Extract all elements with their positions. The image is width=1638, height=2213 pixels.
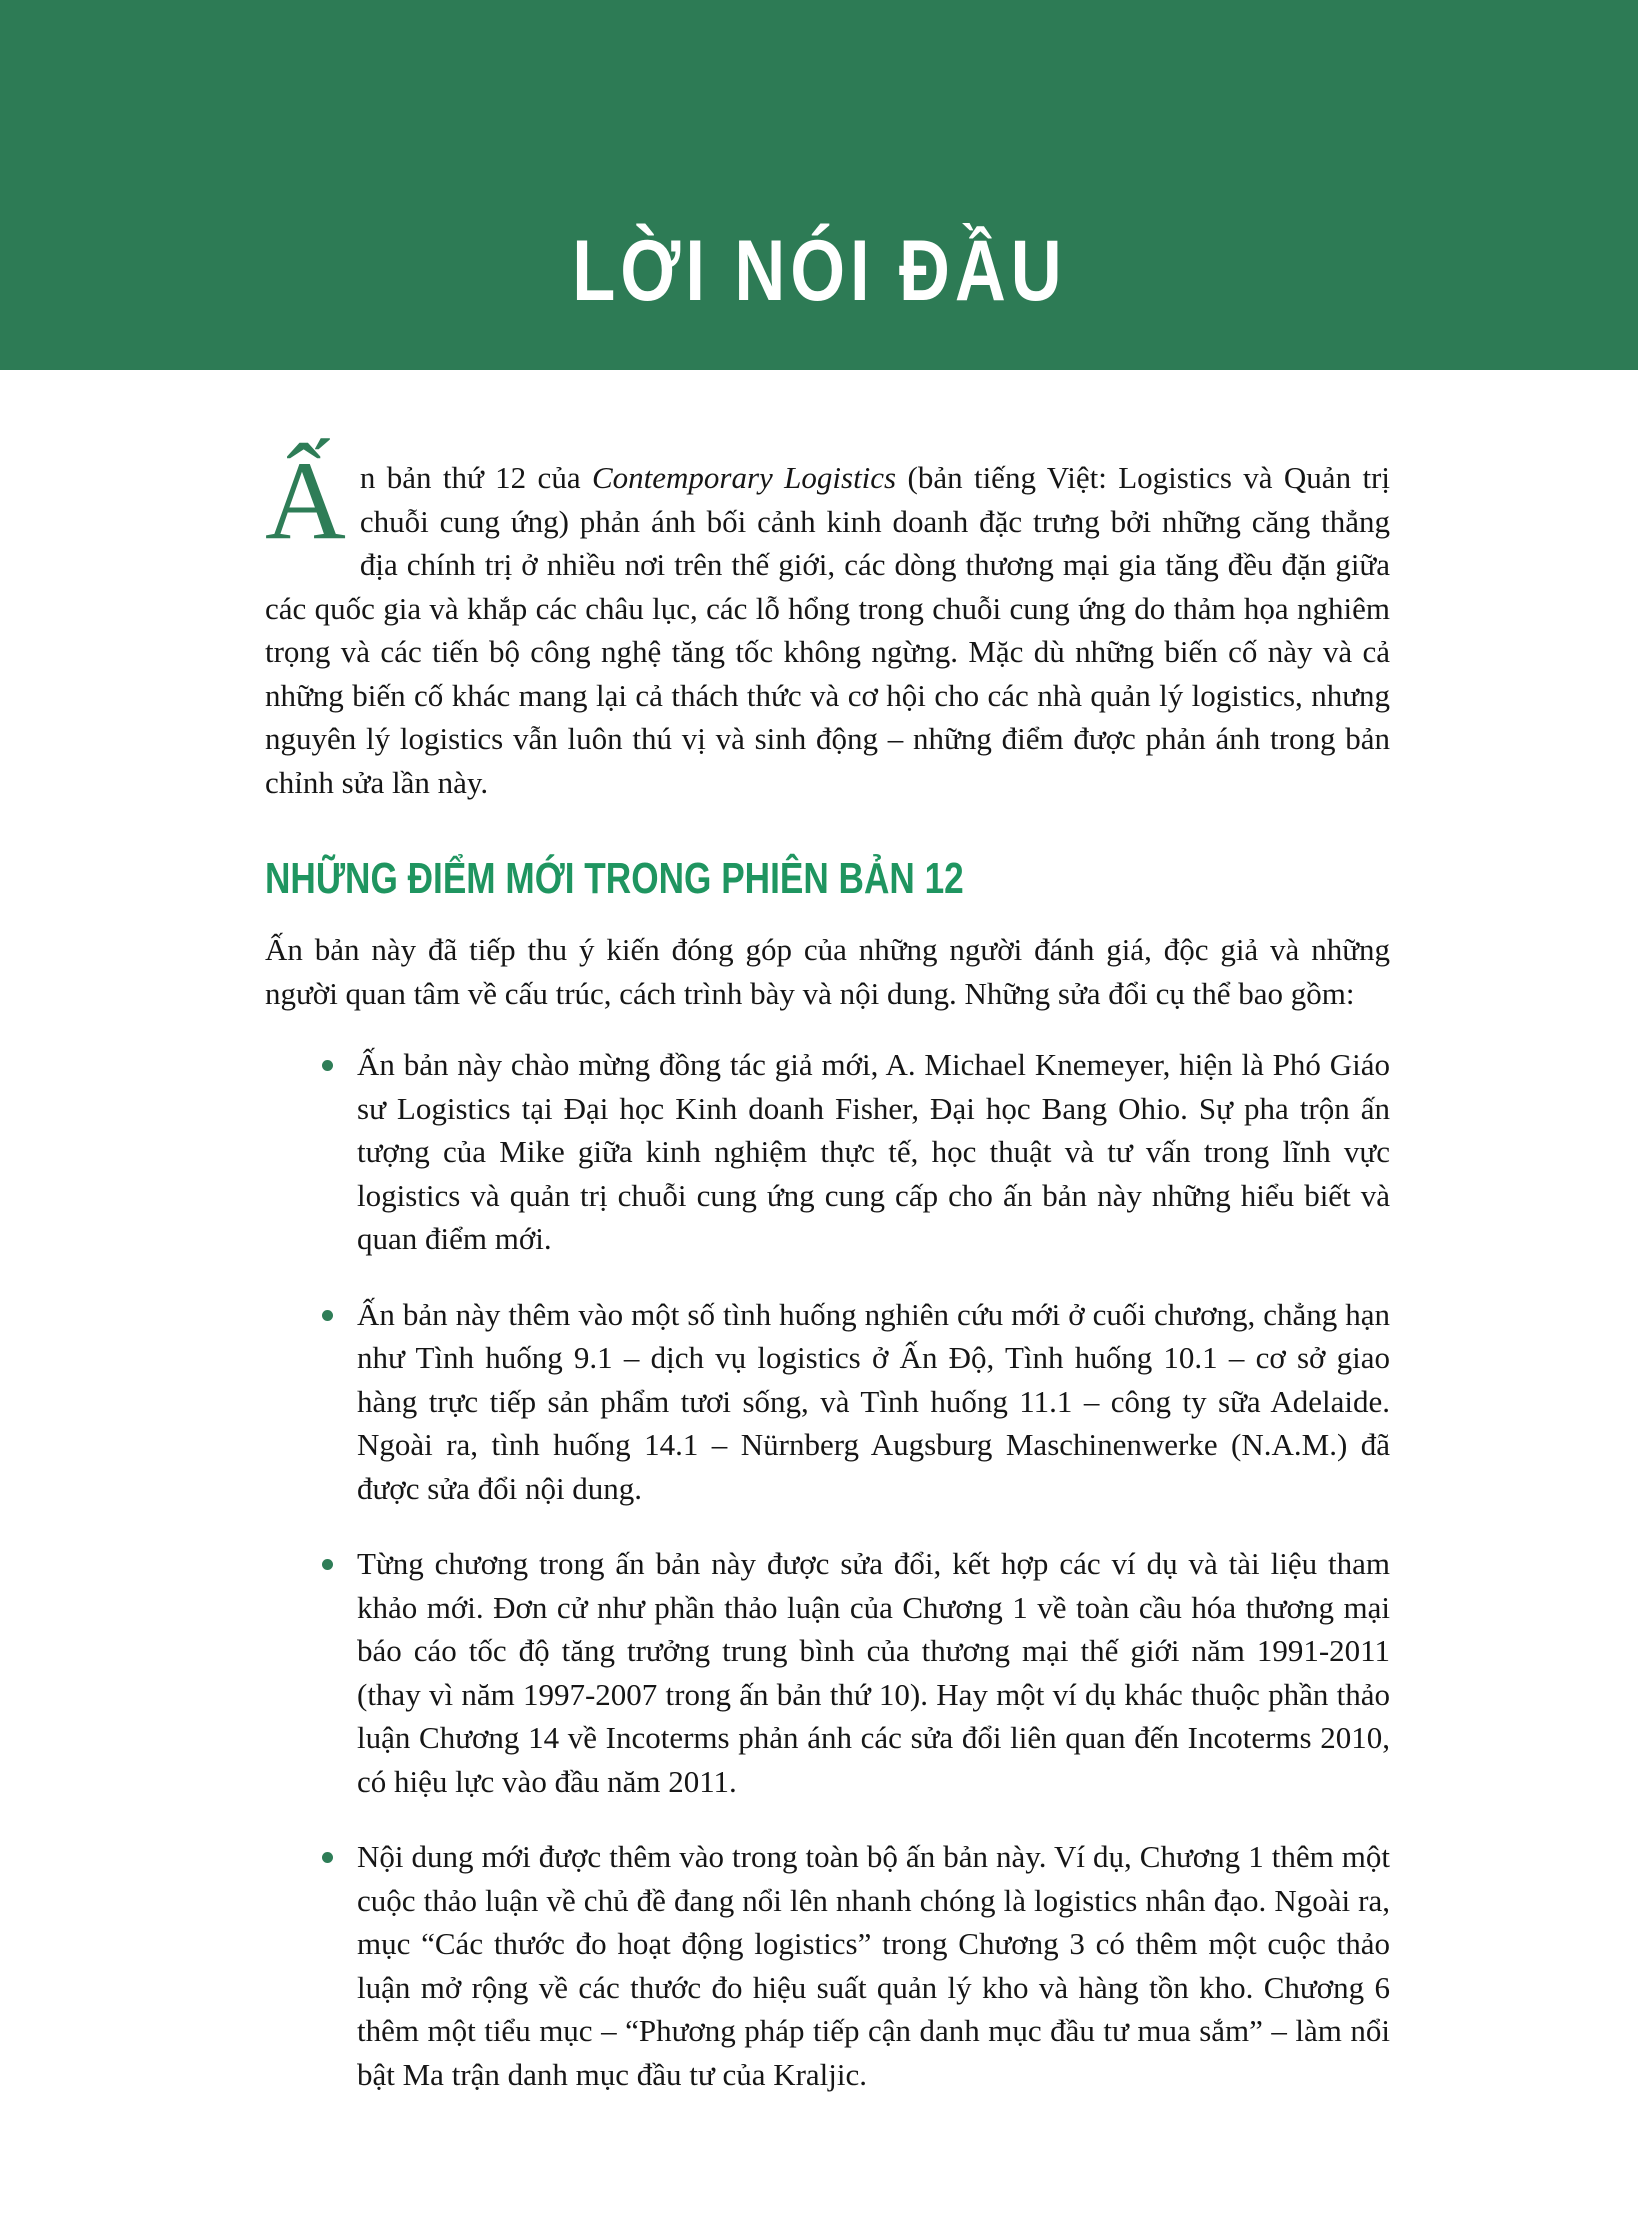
bullet-item bbox=[265, 1293, 1390, 1511]
intro-paragraph: Ấn bản này đã tiếp thu ý kiến đóng góp của những người đánh giá, độc giả và những người quan tâm về cấu trúc, cách trình bày và nội dung. Những sửa đổi cụ thể bao gồm: bbox=[265, 932, 1390, 1011]
bullet-item bbox=[265, 1835, 1390, 2096]
bullet-list bbox=[265, 1043, 1390, 2096]
bullet-text: Từng chương trong ấn bản này được sửa đổi, kết hợp các ví dụ và tài liệu tham khảo mới. Đơn cử như phần thảo luận của Chương 1 về toàn cầu hóa thương mại báo cáo tốc độ tăng trưởng trung bình của thương mại thế giới năm 1991-2011 (thay vì năm 1997-2007 trong ấn bản thứ 10). Hay một ví dụ khác thuộc phần thảo luận Chương 14 về Incoterms phản ánh các sửa đổi liên quan đến Incoterms 2010, có hiệu lực vào đầu năm 2011. bbox=[357, 1546, 1390, 1799]
bullet-dot-icon bbox=[322, 1060, 333, 1071]
book-title-italic: Contemporary Logistics bbox=[591, 460, 897, 495]
page-content bbox=[265, 439, 1390, 2096]
lead-paragraph bbox=[265, 439, 1390, 804]
bullet-dot-icon bbox=[322, 1559, 333, 1570]
bullet-dot-icon bbox=[322, 1310, 333, 1321]
header-band bbox=[0, 0, 1638, 370]
dropcap-letter: Ấ bbox=[265, 439, 346, 563]
bullet-item bbox=[265, 1542, 1390, 1803]
section-heading: NHỮNG ĐIỂM MỚI TRONG PHIÊN BẢN 12 bbox=[265, 854, 964, 903]
bullet-item bbox=[265, 1043, 1390, 1261]
lead-text-after-italic: (bản tiếng Việt: Logistics và Quản trị chuỗi cung ứng) phản ánh bối cảnh kinh doanh đặc trưng bởi những căng thẳng địa chính trị ở nhiều nơi trên thế giới, các dòng thương mại gia tăng đều đặn giữa các quốc gia và khắp các châu lục, các lỗ hổng trong chuỗi cung ứng do thảm họa nghiêm trọng và các tiến bộ công nghệ tăng tốc không ngừng. Mặc dù những biến cố này và cả những biến cố khác mang lại cả thách thức và cơ hội cho các nhà quản lý logistics, nhưng nguyên lý logistics vẫn luôn thú vị và sinh động – những điểm được phản ánh trong bản chỉnh sửa lần này. bbox=[265, 460, 1390, 800]
bullet-text: Ấn bản này chào mừng đồng tác giả mới, A. Michael Knemeyer, hiện là Phó Giáo sư Logistics tại Đại học Kinh doanh Fisher, Đại học Bang Ohio. Sự pha trộn ấn tượng của Mike giữa kinh nghiệm thực tế, học thuật và tư vấn trong lĩnh vực logistics và quản trị chuỗi cung ứng cung cấp cho ấn bản này những hiểu biết và quan điểm mới. bbox=[357, 1047, 1390, 1256]
bullet-dot-icon bbox=[322, 1852, 333, 1863]
bullet-text: Nội dung mới được thêm vào trong toàn bộ ấn bản này. Ví dụ, Chương 1 thêm một cuộc thảo luận về chủ đề đang nổi lên nhanh chóng là logistics nhân đạo. Ngoài ra, mục “Các thước đo hoạt động logistics” trong Chương 3 có thêm một cuộc thảo luận mở rộng về các thước đo hiệu suất quản lý kho và hàng tồn kho. Chương 6 thêm một tiểu mục – “Phương pháp tiếp cận danh mục đầu tư mua sắm” – làm nổi bật Ma trận danh mục đầu tư của Kraljic. bbox=[357, 1839, 1390, 2092]
lead-text-before-italic: n bản thứ 12 của bbox=[359, 460, 592, 495]
page-title: LỜI NÓI ĐẦU bbox=[571, 223, 1067, 319]
bullet-text: Ấn bản này thêm vào một số tình huống nghiên cứu mới ở cuối chương, chẳng hạn như Tình huống 9.1 – dịch vụ logistics ở Ấn Độ, Tình huống 10.1 – cơ sở giao hàng trực tiếp sản phẩm tươi sống, và Tình huống 11.1 – công ty sữa Adelaide. Ngoài ra, tình huống 14.1 – Nürnberg Augsburg Maschinenwerke (N.A.M.) đã được sửa đổi nội dung. bbox=[357, 1296, 1390, 1506]
